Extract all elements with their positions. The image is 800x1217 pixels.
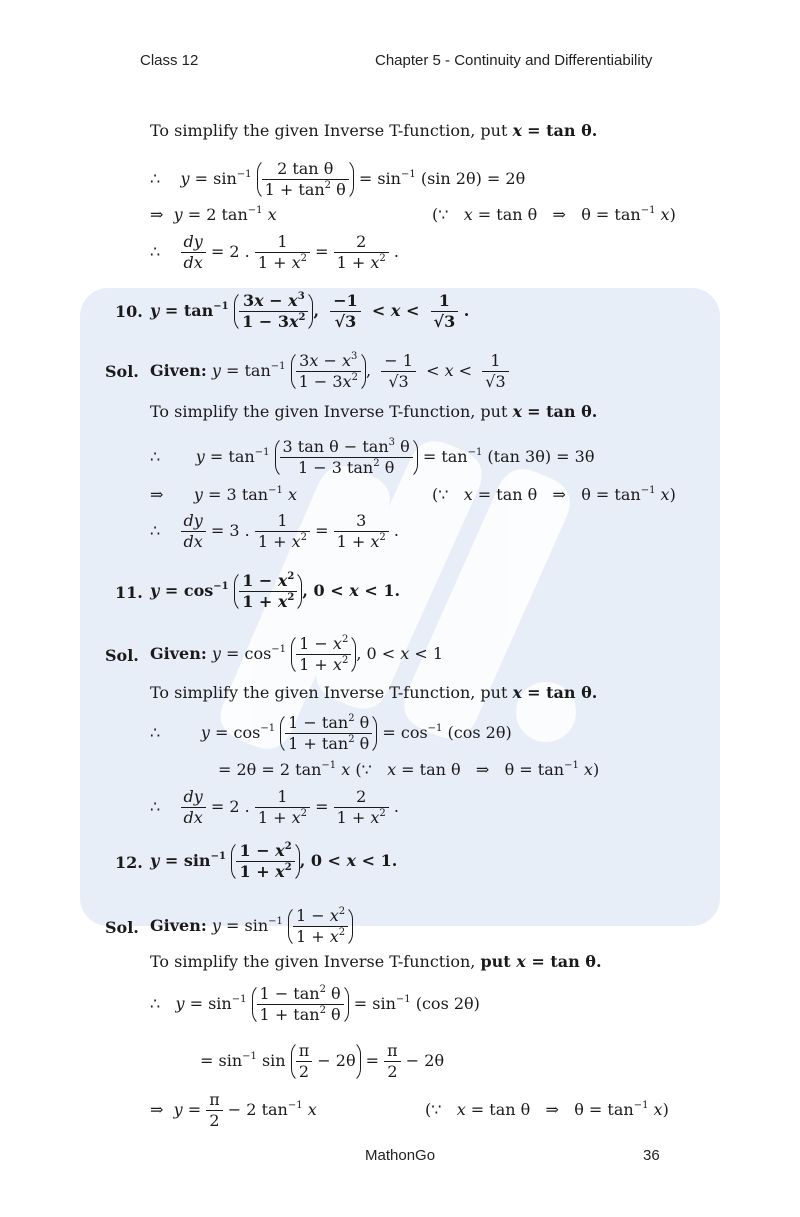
q12-question: $y = \sin^{-1}$ $\frac{1 - x^2}{1 + x^2}$ , 0 < x < 1. <box>150 841 398 881</box>
q11-line1: ∴ $y = \cos^{-1}$ $\frac{1 - \tan^2 \theta}{1 + \tan^2 \theta}$ = $\cos^{-1} (\cos$ 2θ) <box>150 713 512 753</box>
q11-sol-label: Sol. <box>105 646 139 665</box>
header-chapter-label: Chapter 5 - Continuity and Differentiability <box>375 52 653 69</box>
q12-line1: ∴ $y = \sin^{-1}$ $\frac{1 - \tan^2 \theta}{1 + \tan^2 \theta}$ = $\sin^{-1} (\cos$ 2θ) <box>150 984 480 1024</box>
q12-line2: = $\sin^{-1} \sin$ $\frac{\pi}{2}$ − 2θ = $\frac{\pi}{2}$ − 2θ <box>200 1041 445 1081</box>
q10-number: 10. <box>115 302 143 321</box>
q12-simplify: To simplify the given Inverse T-function, put x = tan θ. <box>150 952 602 971</box>
q10-given: Given: $y = \tan^{-1}$ $\frac{3x - x^3}{1 - 3x^2}$ , $\frac{- 1}{√3}$ < x < $\frac{1}{√3}$ <box>150 350 509 393</box>
q12-number: 12. <box>115 853 143 872</box>
q12-line3: ⇒ y = $\frac{\pi}{2}$ − 2 $\tan^{-1} x$ <box>150 1090 317 1130</box>
q10-line3: ∴ $\frac{dy}{dx}$ = 3 . $\frac{1}{1 + x^2}$ = $\frac{3}{1 + x^2}$ . <box>150 511 399 551</box>
q12-line3-reason: (∵ x = tan θ ⇒ $\theta = \tan^{-1} x$) <box>425 1100 669 1119</box>
q10-sol-label: Sol. <box>105 362 139 381</box>
q9-line1: ∴ $y = \sin^{-1}$ $\frac{\text{2 tan θ}}{1 + \tan^2 \theta}$ = $\sin^{-1} (\sin$ 2θ) = 2θ <box>150 159 526 199</box>
q9-line2: ⇒ y = 2 $\tan^{-1} x$ <box>150 205 277 224</box>
q10-simplify: To simplify the given Inverse T-function, put x = tan θ. <box>150 402 598 421</box>
q10-line2-reason: (∵ x = tan θ ⇒ $\theta = \tan^{-1} x$) <box>432 485 676 504</box>
q12-given: Given: $y = \sin^{-1}$ $\frac{1 - x^2}{1 + x^2}$ <box>150 905 353 948</box>
q11-number: 11. <box>115 583 143 602</box>
q11-line2: = 2θ = 2 $\tan^{-1} x$ (∵ x = tan θ ⇒ $\theta = \tan^{-1} x$) <box>218 760 600 779</box>
q11-line3: ∴ $\frac{dy}{dx}$ = 2 . $\frac{1}{1 + x^2}$ = $\frac{2}{1 + x^2}$ . <box>150 787 399 827</box>
header-class-label: Class 12 <box>140 52 199 69</box>
q11-question: $y = \cos^{-1}$ $\frac{1 - x^2}{1 + x^2}$ , 0 < x < 1. <box>150 571 401 611</box>
q10-line2: ⇒ y = 3 $\tan^{-1} x$ <box>150 485 297 504</box>
q9-line3: ∴ $\frac{dy}{dx}$ = 2 . $\frac{1}{1 + x^2}$ = $\frac{2}{1 + x^2}$ . <box>150 232 399 272</box>
intro-text: To simplify the given Inverse T-function, put x = tan θ. <box>150 121 598 140</box>
q12-sol-label: Sol. <box>105 918 139 937</box>
footer-page-number: 36 <box>643 1147 660 1164</box>
footer-brand: MathonGo <box>365 1147 436 1164</box>
q9-line2-reason: (∵ x = tan θ ⇒ $\theta = \tan^{-1} x$) <box>432 205 676 224</box>
q10-question: $y = \tan^{-1}$ $\frac{3x - x^3}{1 - 3x^2}$ , $\frac{-1}{√3}$ < x < $\frac{1}{√3}$ . <box>150 291 470 331</box>
q11-given: Given: $y = \cos^{-1}$ $\frac{1 - x^2}{1 + x^2}$ , 0 < x < 1 <box>150 634 444 674</box>
q10-line1: ∴ $y = \tan^{-1}$ $\frac{3 \tan \theta - \tan^3 \theta}{1 - 3 \tan^2 \theta}$ = $\tan^{-1} (\tan$ 3θ) = 3θ <box>150 437 595 477</box>
q11-simplify: To simplify the given Inverse T-function, put x = tan θ. <box>150 683 598 702</box>
intro-line <box>150 121 597 141</box>
